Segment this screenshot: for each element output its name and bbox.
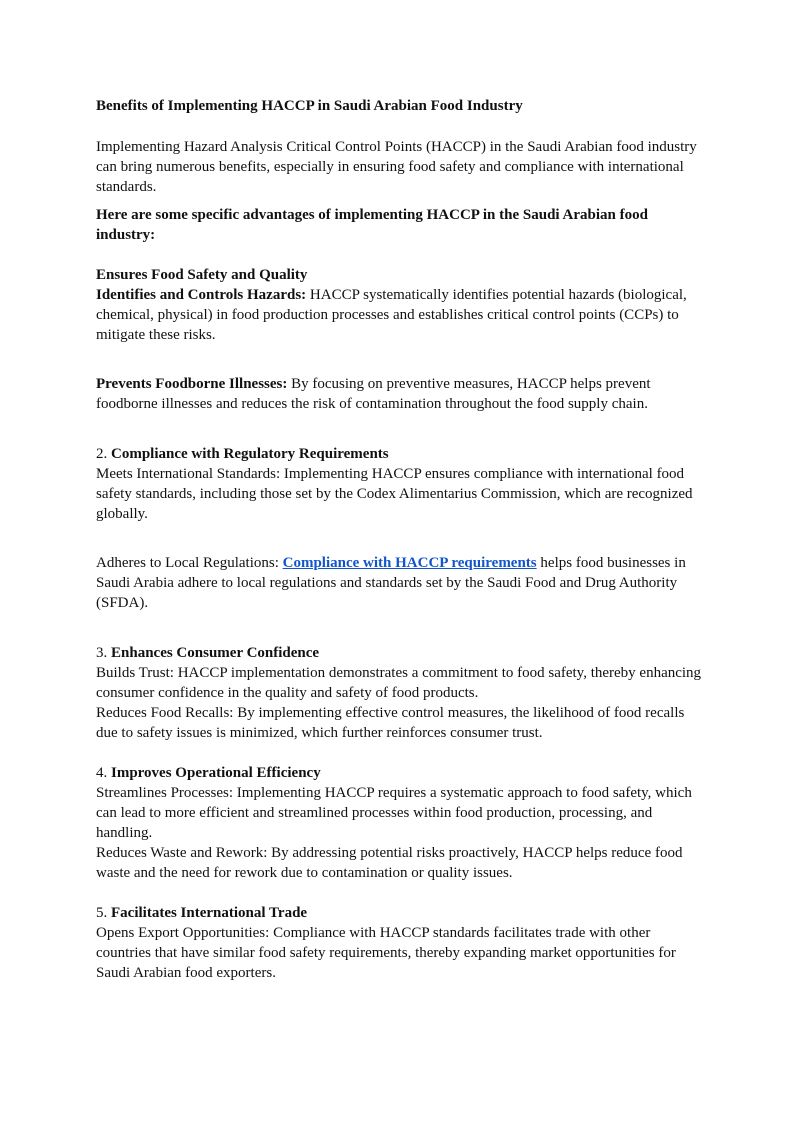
section-2-number: 2. — [96, 446, 111, 462]
section-3-heading: Enhances Consumer Confidence — [111, 645, 320, 661]
section-1-item-1-label: Identifies and Controls Hazards: — [96, 287, 307, 303]
section-5-heading-line — [96, 903, 706, 923]
section-5-number: 5. — [96, 905, 111, 921]
section-2-item-2-prefix: Adheres to Local Regulations: — [96, 555, 283, 571]
section-1-item-1 — [96, 285, 706, 345]
section-4-number: 4. — [96, 765, 111, 781]
section-4-heading: Improves Operational Efficiency — [111, 765, 321, 781]
section-1-heading: Ensures Food Safety and Quality — [96, 267, 308, 283]
section-4-item-2: Reduces Waste and Rework: By addressing potential risks proactively, HACCP helps reduce food waste and the need for rework due to contamination or quality issues. — [96, 845, 683, 881]
section-3-number: 3. — [96, 645, 111, 661]
haccp-compliance-link[interactable]: Compliance with HACCP requirements — [282, 555, 537, 571]
advantages-heading: Here are some specific advantages of implementing HACCP in the Saudi Arabian food industry: — [96, 207, 648, 243]
section-4-item-1: Streamlines Processes: Implementing HACCP requires a systematic approach to food safety, which can lead to more efficient and streamlined processes within food production, processing, and handling. — [96, 785, 692, 841]
section-2-item-2-suffix: helps food businesses in Saudi Arabia adhere to local regulations and standards set by the Saudi Food and Drug Authority (SFDA). — [96, 555, 686, 611]
section-3-item-1: Builds Trust: HACCP implementation demonstrates a commitment to food safety, thereby enhancing consumer confidence in the quality and safety of food products. — [96, 665, 702, 701]
section-2-item-1: Meets International Standards: Implementing HACCP ensures compliance with international food safety standards, including those set by the Codex Alimentarius Commission, which are recognized globally. — [96, 466, 693, 522]
intro-paragraph: Implementing Hazard Analysis Critical Control Points (HACCP) in the Saudi Arabian food industry can bring numerous benefits, especially in ensuring food safety and compliance with international standards. — [96, 139, 697, 195]
section-3-heading-line — [96, 643, 706, 663]
section-1-item-1-text: HACCP systematically identifies potential hazards (biological, chemical, physical) in food production processes and establishes critical control points (CCPs) to mitigate these risks. — [96, 287, 687, 343]
section-2-item-2 — [96, 553, 706, 613]
section-2-heading-line — [96, 444, 706, 464]
document-title: Benefits of Implementing HACCP in Saudi Arabian Food Industry — [96, 98, 523, 114]
section-5-heading: Facilitates International Trade — [111, 905, 308, 921]
section-1-item-2-label: Prevents Foodborne Illnesses: — [96, 376, 288, 392]
section-5-item-1: Opens Export Opportunities: Compliance with HACCP standards facilitates trade with other countries that have similar food safety requirements, thereby expanding market opportunities for Saudi Arabian food exporters. — [96, 925, 676, 981]
section-2-heading: Compliance with Regulatory Requirements — [111, 446, 389, 462]
section-3-item-2: Reduces Food Recalls: By implementing effective control measures, the likelihood of food recalls due to safety issues is minimized, which further reinforces consumer trust. — [96, 705, 685, 741]
section-4-heading-line — [96, 763, 706, 783]
document-page — [96, 92, 706, 983]
section-1-item-2-text: By focusing on preventive measures, HACCP helps prevent foodborne illnesses and reduces the risk of contamination throughout the food supply chain. — [96, 376, 651, 412]
section-1-item-2 — [96, 374, 706, 414]
